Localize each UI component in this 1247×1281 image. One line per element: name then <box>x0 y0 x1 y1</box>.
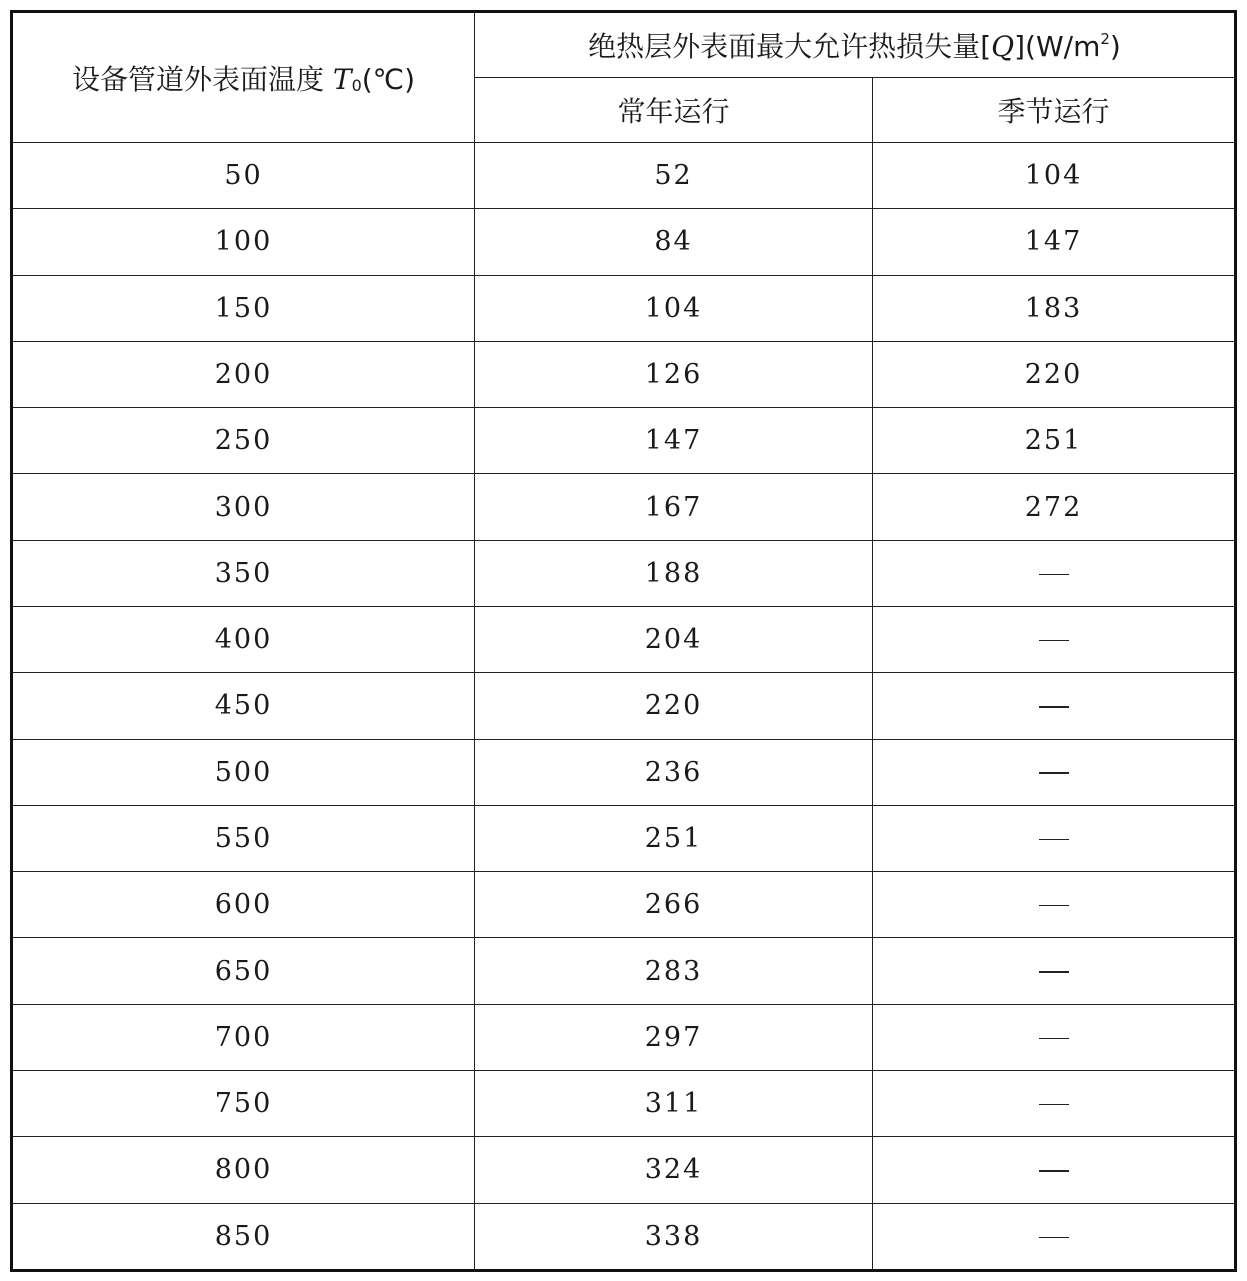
temperature-cell: 100 <box>12 209 475 275</box>
temperature-subscript: 0 <box>351 75 362 95</box>
table-row <box>12 474 1236 540</box>
seasonal-cell <box>873 1137 1236 1203</box>
temperature-cell: 600 <box>12 872 475 938</box>
dash-mark <box>1039 574 1069 576</box>
table-row <box>12 1203 1236 1271</box>
year-round-cell: 167 <box>475 474 873 540</box>
year-round-cell: 220 <box>475 673 873 739</box>
dash-mark <box>1039 706 1069 708</box>
temperature-cell: 400 <box>12 606 475 672</box>
seasonal-cell: 147 <box>873 209 1236 275</box>
year-round-cell: 338 <box>475 1203 873 1271</box>
table-row <box>12 1004 1236 1070</box>
year-round-cell: 251 <box>475 805 873 871</box>
seasonal-cell <box>873 1070 1236 1136</box>
temperature-symbol: T <box>332 62 352 96</box>
year-round-cell: 236 <box>475 739 873 805</box>
dash-mark <box>1039 772 1069 774</box>
dash-mark <box>1039 1237 1069 1239</box>
temperature-cell: 200 <box>12 341 475 407</box>
heat-loss-unit-prefix: (W/m <box>1025 30 1101 63</box>
seasonal-cell <box>873 1203 1236 1271</box>
temperature-cell: 750 <box>12 1070 475 1136</box>
temperature-label: 设备管道外表面温度 <box>71 62 324 96</box>
seasonal-cell: 251 <box>873 408 1236 474</box>
heat-loss-symbol: Q <box>991 30 1015 63</box>
table-row <box>12 143 1236 209</box>
temperature-cell: 150 <box>12 275 475 341</box>
year-round-cell: 104 <box>475 275 873 341</box>
temperature-cell: 650 <box>12 938 475 1004</box>
dash-mark <box>1039 1104 1069 1106</box>
table-body <box>12 143 1236 1271</box>
year-round-cell: 84 <box>475 209 873 275</box>
temperature-cell: 800 <box>12 1137 475 1203</box>
year-round-header: 常年运行 <box>475 78 873 143</box>
temperature-header <box>12 12 475 143</box>
temperature-cell: 350 <box>12 540 475 606</box>
table-row <box>12 872 1236 938</box>
seasonal-cell <box>873 739 1236 805</box>
temperature-cell: 450 <box>12 673 475 739</box>
bracket-open: [ <box>980 30 992 63</box>
table-row <box>12 805 1236 871</box>
year-round-cell: 188 <box>475 540 873 606</box>
table-row <box>12 673 1236 739</box>
table-row <box>12 606 1236 672</box>
year-round-cell: 147 <box>475 408 873 474</box>
temperature-cell: 50 <box>12 143 475 209</box>
seasonal-cell <box>873 805 1236 871</box>
table-row <box>12 408 1236 474</box>
seasonal-cell <box>873 938 1236 1004</box>
dash-mark <box>1039 839 1069 841</box>
bracket-close: ] <box>1014 30 1026 63</box>
year-round-cell: 297 <box>475 1004 873 1070</box>
seasonal-cell: 272 <box>873 474 1236 540</box>
dash-mark <box>1039 1170 1069 1172</box>
temperature-cell: 550 <box>12 805 475 871</box>
heat-loss-unit-sup: 2 <box>1100 30 1110 48</box>
seasonal-cell <box>873 1004 1236 1070</box>
dash-mark <box>1039 971 1069 973</box>
table-row <box>12 1070 1236 1136</box>
year-round-cell: 204 <box>475 606 873 672</box>
heat-loss-unit-suffix: ) <box>1109 30 1121 63</box>
year-round-cell: 52 <box>475 143 873 209</box>
heat-loss-table <box>10 10 1237 1272</box>
seasonal-cell <box>873 872 1236 938</box>
dash-mark <box>1039 640 1069 642</box>
seasonal-cell: 104 <box>873 143 1236 209</box>
heat-loss-label: 绝热层外表面最大允许热损失量 <box>588 30 981 63</box>
year-round-cell: 311 <box>475 1070 873 1136</box>
temperature-cell: 300 <box>12 474 475 540</box>
table-row <box>12 1137 1236 1203</box>
table-row <box>12 209 1236 275</box>
year-round-cell: 266 <box>475 872 873 938</box>
year-round-cell: 126 <box>475 341 873 407</box>
temperature-unit: (℃) <box>361 62 416 96</box>
table-row <box>12 540 1236 606</box>
temperature-cell: 250 <box>12 408 475 474</box>
dash-mark <box>1039 905 1069 907</box>
table-row <box>12 341 1236 407</box>
seasonal-cell <box>873 540 1236 606</box>
seasonal-cell <box>873 606 1236 672</box>
table-row <box>12 275 1236 341</box>
temperature-cell: 700 <box>12 1004 475 1070</box>
year-round-cell: 283 <box>475 938 873 1004</box>
seasonal-cell <box>873 673 1236 739</box>
heat-loss-header <box>475 12 1236 78</box>
temperature-cell: 500 <box>12 739 475 805</box>
dash-mark <box>1039 1038 1069 1040</box>
seasonal-cell: 220 <box>873 341 1236 407</box>
year-round-cell: 324 <box>475 1137 873 1203</box>
table-row <box>12 938 1236 1004</box>
seasonal-cell: 183 <box>873 275 1236 341</box>
seasonal-header: 季节运行 <box>873 78 1236 143</box>
table-row <box>12 739 1236 805</box>
temperature-cell: 850 <box>12 1203 475 1271</box>
